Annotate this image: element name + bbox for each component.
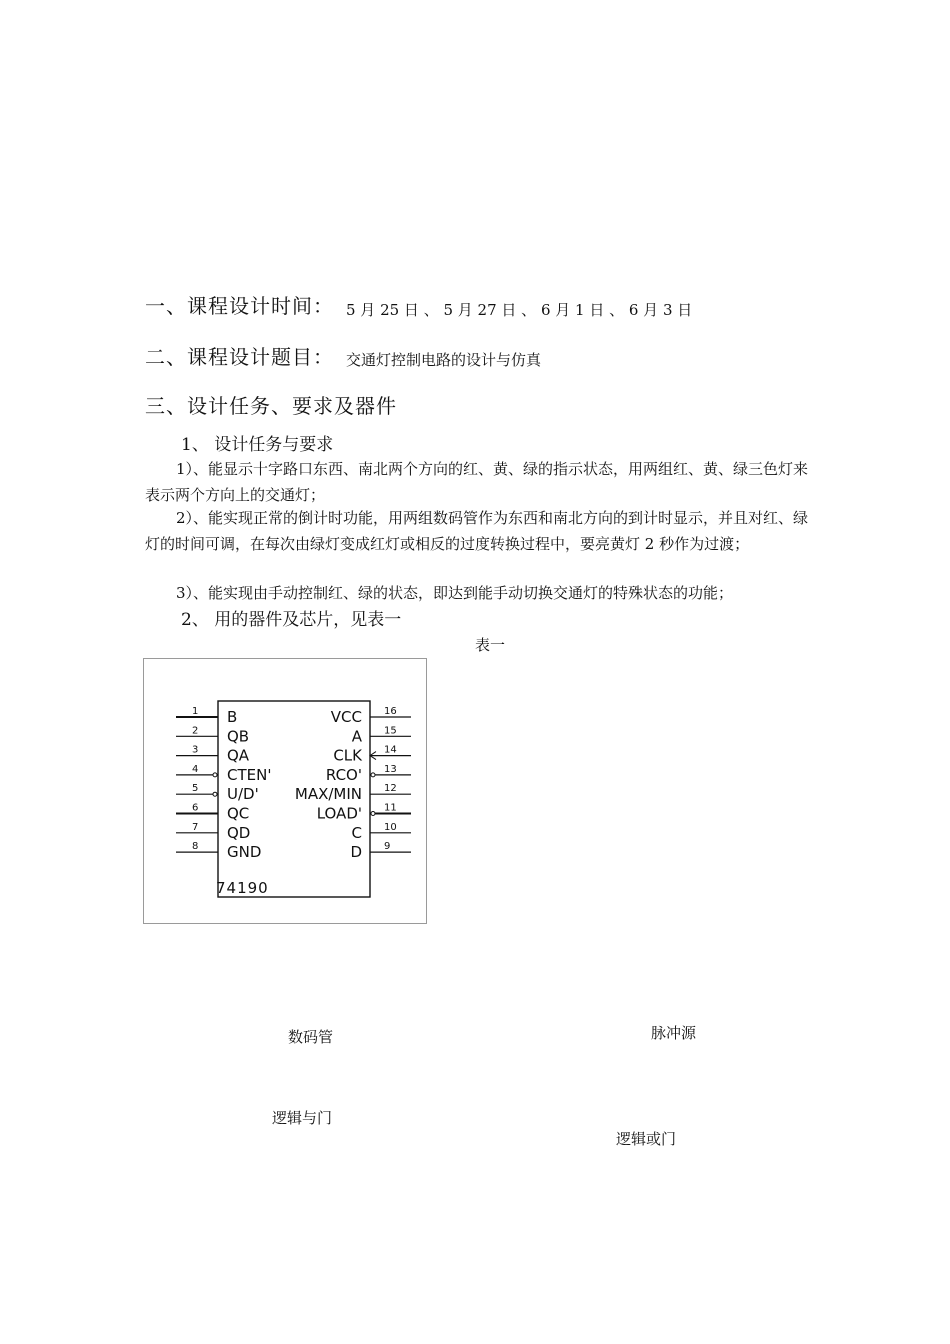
chip-pin-inversion-bubble xyxy=(371,773,375,777)
chip-74190-symbol xyxy=(144,659,426,923)
chip-pin-label: CTEN' xyxy=(227,765,272,784)
task-item-3: 3）、能实现由手动控制红、绿的状态，即达到能手动切换交通灯的特殊状态的功能； xyxy=(176,584,734,602)
chip-pin-label: QB xyxy=(227,727,250,746)
chip-pin-label: U/D' xyxy=(227,785,259,804)
chip-pin-number: 2 xyxy=(192,725,199,737)
section3-heading: 三、设计任务、要求及器件 xyxy=(145,394,397,418)
chip-pin-number: 5 xyxy=(192,783,199,795)
chip-pin-label: MAX/MIN xyxy=(294,785,362,804)
chip-pin-number: 1 xyxy=(192,706,199,717)
chip-pin-label: VCC xyxy=(330,708,362,726)
caption-or-gate: 逻辑或门 xyxy=(616,1130,677,1148)
chip-pin-label: RCO' xyxy=(325,765,362,784)
chip-pin-number: 12 xyxy=(384,783,397,795)
course-dates: 5 月 25 日 、 5 月 27 日 、 6 月 1 日 、 6 月 3 日 xyxy=(346,301,693,319)
section2-heading: 二、课程设计题目： xyxy=(145,345,334,369)
chip-pin-number: 6 xyxy=(192,802,199,814)
chip-pin-number: 3 xyxy=(192,744,199,756)
chip-pin-label: A xyxy=(351,727,362,746)
caption-and-gate: 逻辑与门 xyxy=(272,1109,333,1127)
chip-pin-inversion-bubble xyxy=(213,773,217,777)
chip-pin-number: 4 xyxy=(192,763,199,775)
chip-pin-label: QC xyxy=(227,804,250,823)
chip-pin-label: LOAD' xyxy=(316,804,362,823)
chip-pin-inversion-bubble xyxy=(371,812,375,816)
chip-pin-label: B xyxy=(227,708,238,726)
chip-74190-figure xyxy=(143,658,427,924)
chip-pin-label: D xyxy=(350,843,362,862)
section1-heading: 一、课程设计时间： xyxy=(145,294,334,318)
table-title: 表一 xyxy=(475,636,506,654)
task-item-1: 1）、能显示十字路口东西、南北两个方向的红、黄、绿的指示状态，用两组红、黄、绿三色灯来表示两个方向上的交通灯； xyxy=(145,460,809,504)
chip-pin-label: QD xyxy=(227,823,251,842)
chip-part-number: 74190 xyxy=(216,879,269,897)
caption-digit-tube: 数码管 xyxy=(288,1028,334,1046)
course-topic: 交通灯控制电路的设计与仿真 xyxy=(346,351,542,369)
chip-pin-number: 14 xyxy=(384,744,397,756)
chip-pin-number: 13 xyxy=(384,763,397,775)
chip-pin-label: GND xyxy=(227,843,262,862)
chip-pin-number: 15 xyxy=(384,725,397,737)
chip-pin-number: 10 xyxy=(384,821,397,833)
task-item-2: 2）、能实现正常的倒计时功能，用两组数码管作为东西和南北方向的到计时显示，并且对红、绿灯的时间可调，在每次由绿灯变成红灯或相反的过度转换过程中，要亮黄灯 2 秒作为过渡； xyxy=(145,509,809,553)
chip-pin-inversion-bubble xyxy=(213,792,217,796)
devices-heading: 2、 用的器件及芯片，见表一 xyxy=(181,610,402,630)
chip-pin-label: CLK xyxy=(333,746,362,765)
chip-pin-number: 9 xyxy=(384,841,391,853)
chip-pin-number: 7 xyxy=(192,821,199,833)
chip-pin-number: 16 xyxy=(384,706,397,717)
caption-pulse-source: 脉冲源 xyxy=(651,1024,697,1042)
chip-pin-label: QA xyxy=(227,746,250,765)
chip-pin-label: C xyxy=(351,823,362,842)
chip-pin-number: 8 xyxy=(192,841,199,853)
chip-pin-number: 11 xyxy=(384,802,397,814)
task-heading: 1、 设计任务与要求 xyxy=(181,435,334,455)
